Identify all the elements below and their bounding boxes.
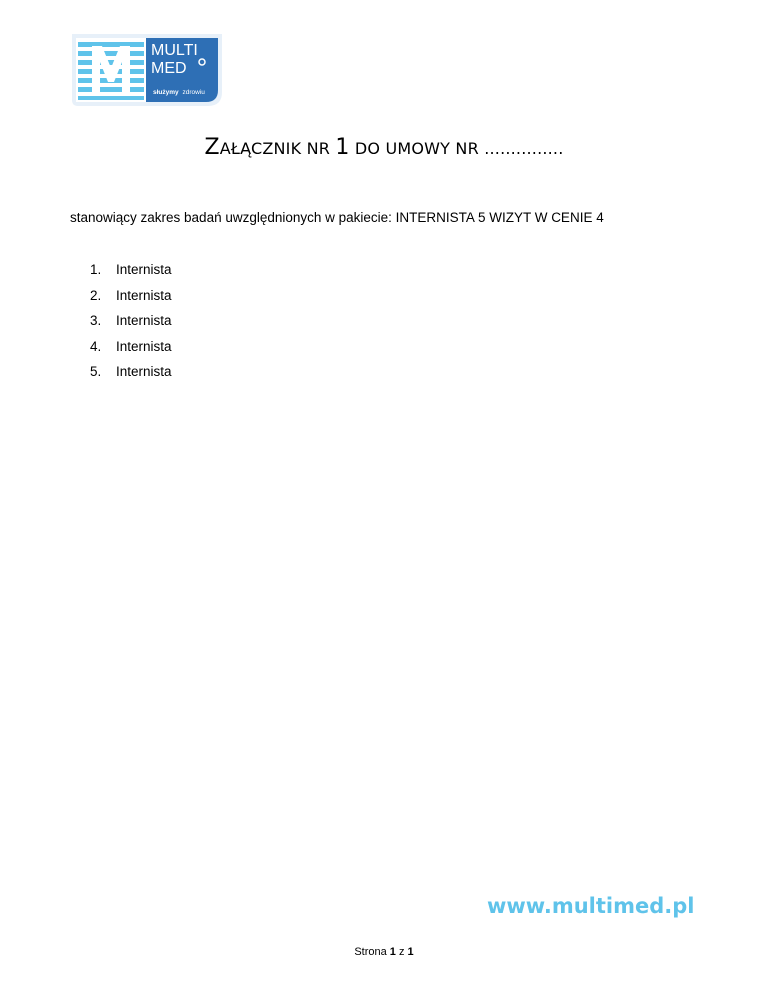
footer-separator: z bbox=[398, 946, 405, 958]
list-item-number: 4. bbox=[90, 338, 102, 354]
footer-prefix: Strona bbox=[354, 946, 387, 958]
list-item-number: 3. bbox=[90, 313, 102, 328]
website-link[interactable]: www.multimed.pl bbox=[487, 894, 695, 918]
logo-tagline-bold: służymy bbox=[153, 89, 179, 96]
footer-page-number: 1 bbox=[389, 946, 396, 958]
multimed-logo bbox=[72, 34, 222, 106]
logo-line2: MED bbox=[151, 60, 187, 77]
list-item bbox=[90, 313, 172, 339]
document-title bbox=[0, 135, 768, 160]
title-number: 1 bbox=[335, 135, 350, 160]
list-item-label: Internista bbox=[116, 338, 172, 354]
list-item bbox=[90, 262, 172, 288]
list-item bbox=[90, 288, 172, 314]
svg-text:służymy zdrowiu bbox=[153, 89, 205, 96]
list-item bbox=[90, 339, 172, 365]
logo-tagline-rest: zdrowiu bbox=[182, 89, 205, 96]
list-item-label: Internista bbox=[116, 287, 172, 303]
list-item-label: Internista bbox=[116, 262, 172, 277]
package-description: stanowiący zakres badań uwzględnionych w pakiecie: INTERNISTA 5 WIZYT W CENIE 4 bbox=[70, 210, 604, 225]
list-item-number: 1. bbox=[90, 262, 102, 277]
list-item-label: Internista bbox=[116, 313, 172, 328]
logo-line1: MULTI bbox=[151, 42, 198, 59]
list-item-label: Internista bbox=[116, 364, 172, 379]
list-item-number: 2. bbox=[90, 287, 102, 303]
list-item-number: 5. bbox=[90, 364, 102, 379]
logo-graphic bbox=[72, 34, 222, 106]
title-first-letter: Z bbox=[204, 135, 220, 160]
title-text-part1: AŁĄCZNIK NR bbox=[219, 139, 336, 158]
services-list bbox=[90, 262, 172, 390]
page-footer bbox=[0, 946, 768, 958]
footer-page-total: 1 bbox=[407, 946, 414, 958]
title-text-part2: DO UMOWY NR ............... bbox=[349, 139, 564, 158]
list-item bbox=[90, 364, 172, 390]
